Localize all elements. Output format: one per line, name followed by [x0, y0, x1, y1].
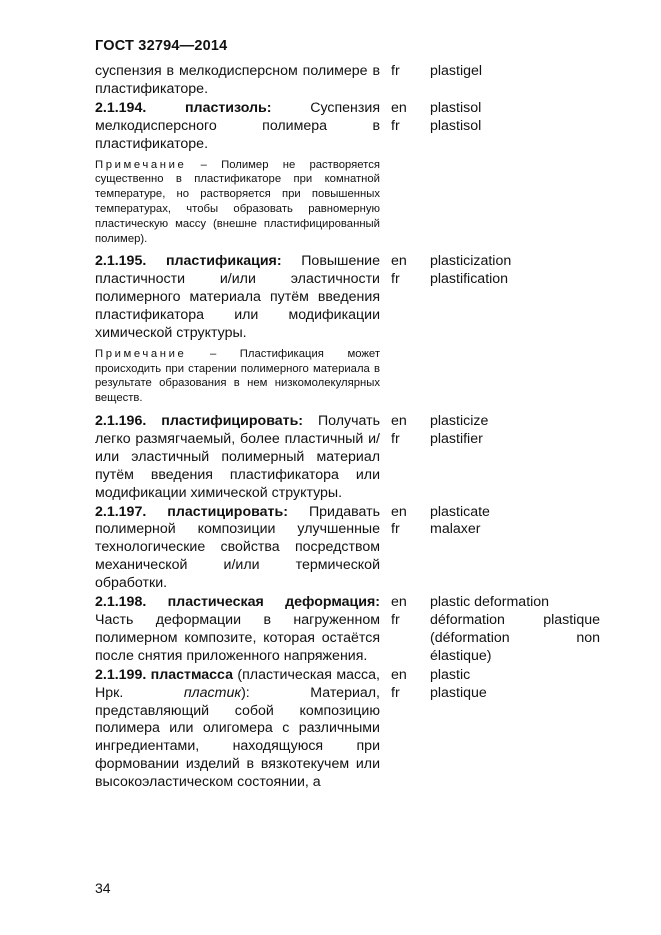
entry-number: 2.1.197. [95, 503, 147, 520]
language-codes [388, 504, 420, 594]
entry-number: 2.1.199. [95, 666, 147, 683]
lang-code: en [391, 594, 407, 611]
entry-term: пластификация: [165, 253, 282, 270]
note-label: Примечание [95, 158, 187, 171]
entry-term: пластизоль: [184, 99, 272, 116]
entry-note [95, 158, 380, 247]
glossary-entry [95, 504, 605, 594]
entry-number: 2.1.196. [95, 413, 147, 430]
foreign-equivalents [430, 667, 600, 792]
entry-definition [95, 667, 380, 792]
note-text: – Пластификация может происходить при старении полимерного материала в результате образования в нем низкомолекулярных веществ. [95, 347, 381, 405]
equivalent-term: plasticization [430, 253, 512, 270]
equivalent-term: plastic [430, 666, 471, 683]
equivalent-term: plastification [430, 271, 509, 288]
definition-text: Придавать полимерной композиции улучшенные технологические свойства посредством механической и/или термической обработки. [95, 503, 380, 592]
language-codes [388, 413, 420, 503]
foreign-equivalents [430, 100, 600, 154]
glossary-entry [95, 253, 605, 343]
equivalent-term: plastisol [430, 117, 482, 134]
entry-definition [95, 594, 380, 666]
lang-code: fr [391, 430, 400, 447]
language-codes [388, 594, 420, 666]
glossary-entry [95, 667, 605, 792]
page-number: 34 [95, 880, 111, 896]
definition-italic: пластик [183, 684, 242, 701]
lang-code: fr [391, 521, 400, 538]
equivalent-term: plastisol [430, 99, 482, 116]
lang-code: en [391, 253, 407, 270]
definition-text: Суспензия мелкодисперсного полимера в пластификаторе. [95, 99, 380, 152]
foreign-equivalents [430, 413, 600, 503]
entry-number: 2.1.198. [95, 594, 147, 611]
lang-code: en [391, 503, 407, 520]
lang-code: fr [391, 612, 400, 628]
entry-definition [95, 63, 380, 99]
note-text: – Полимер не растворяется существенно в пластификаторе при комнатной температуре, но растворяется при повышенных температурах, чтобы образовать равномерную пластическую массу (внешне пластифицированный полимер). [95, 158, 380, 245]
glossary-entry [95, 413, 605, 503]
definition-text: Получать легко размягчаемый, более пластичный и/или эластичный полимерный материал путём введения пластификатора или модификации химической структуры. [95, 413, 380, 501]
lang-code: fr [391, 271, 400, 288]
glossary-entry [95, 594, 605, 666]
equivalent-term: élastique) [430, 647, 492, 664]
entry-number: 2.1.195. [95, 253, 147, 270]
glossary-entry [95, 63, 605, 99]
foreign-equivalents [430, 504, 600, 594]
equivalent-term: plastic deformation [430, 594, 550, 611]
definition-text: суспензия в мелкодисперсном полимере в пластификаторе. [95, 63, 380, 97]
lang-code: en [391, 413, 407, 430]
entry-term: пластическая деформация: [167, 594, 380, 611]
glossary-content [95, 63, 605, 793]
entry-definition [95, 100, 380, 154]
lang-code: fr [391, 684, 400, 701]
equivalent-term: plastigel [430, 63, 483, 79]
foreign-equivalents [430, 594, 600, 666]
definition-text: (пластическая масса, Нрк. [95, 666, 380, 701]
equivalent-term: plastique [430, 684, 487, 701]
equivalent-term: malaxer [430, 521, 481, 538]
equivalent-term: (déformation non [430, 629, 600, 646]
equivalent-term: plasticize [430, 413, 489, 430]
language-codes [388, 100, 420, 154]
document-header: ГОСТ 32794—2014 [95, 38, 228, 54]
lang-code: en [391, 99, 407, 116]
entry-term: пластицировать: [167, 503, 288, 520]
lang-code: fr [391, 63, 400, 79]
definition-text: Повышение пластичности и/или эластичности полимерного материала путём введения пластификатора или модификации химической структуры. [95, 253, 380, 341]
entry-definition [95, 413, 380, 503]
equivalent-term: plasticate [430, 503, 490, 520]
entry-term: пластифицировать: [161, 413, 304, 430]
glossary-entry [95, 100, 605, 154]
language-codes [388, 63, 420, 99]
entry-definition [95, 504, 380, 594]
foreign-equivalents [430, 253, 600, 343]
definition-text: Часть деформации в нагруженном полимерном композите, которая остаётся после снятия приложенного напряжения. [95, 612, 380, 664]
lang-code: fr [391, 117, 400, 134]
definition-text: ): Материал, представляющий собой композицию полимера или олигомера с различными ингредиентами, находящуюся при формовании изделий в вязкотекучем или высокоэластическом состоянии, а [95, 684, 380, 791]
entry-term: пластмасса [150, 666, 234, 683]
entry-definition [95, 253, 380, 343]
language-codes [388, 667, 420, 792]
lang-code: en [391, 666, 407, 683]
note-label: Примечание [95, 347, 187, 360]
entry-note [95, 347, 380, 406]
equivalent-term: plastifier [430, 430, 483, 447]
language-codes [388, 253, 420, 343]
equivalent-term: déformation plastique [430, 612, 600, 628]
entry-number: 2.1.194. [95, 99, 147, 116]
foreign-equivalents [430, 63, 600, 99]
